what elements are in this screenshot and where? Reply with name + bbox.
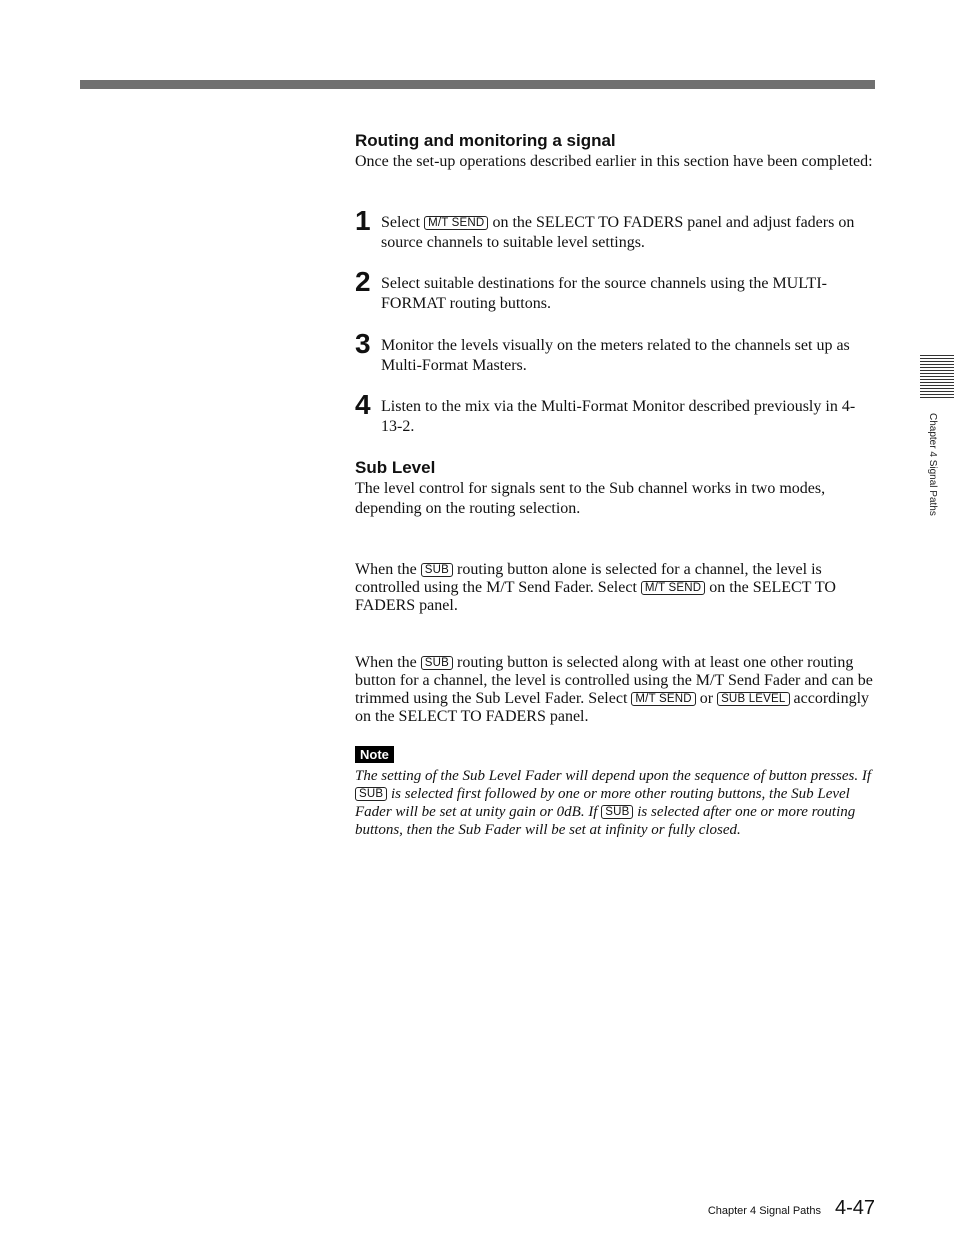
step-1	[355, 205, 875, 253]
page-footer	[708, 1197, 875, 1220]
sub-key: SUB	[421, 656, 453, 670]
section-title-sub-level: Sub Level	[355, 458, 436, 477]
chapter-tab-label: Chapter 4 Signal Paths	[927, 413, 938, 516]
header-rule	[80, 80, 875, 89]
sub-level-key: SUB LEVEL	[717, 692, 789, 706]
step-text: Monitor the levels visually on the meters related to the channels set up as Multi-Format Masters.	[381, 337, 850, 374]
footer-chapter: Chapter 4 Signal Paths	[707, 1205, 821, 1217]
step-number: 4	[355, 389, 371, 420]
step-text: Select M/T SEND on the SELECT TO FADERS panel and adjust faders on source channels to suitable level settings.	[381, 214, 855, 251]
step-number: 3	[355, 328, 371, 359]
mt-send-key: M/T SEND	[631, 692, 695, 706]
note-text: The setting of the Sub Level Fader will depend upon the sequence of button presses. If SUB is selected first followed by one or more other routing buttons, the Sub Level Fader will be set at unity gain or 0dB. If SUB is selected after one or more routing buttons, then the Sub Fader will be set at infinity or fully closed.	[355, 768, 872, 838]
step-number: 2	[355, 266, 371, 297]
note-badge: Note	[355, 746, 394, 763]
step-2	[355, 266, 875, 314]
section-intro-sub-level: The level control for signals sent to the Sub channel works in two modes, depending on the routing selection.	[355, 480, 826, 517]
sub-key: SUB	[355, 787, 387, 801]
section-sub-level	[355, 458, 875, 519]
step-4	[355, 389, 875, 437]
sub-paragraph-1: When the SUB routing button alone is selected for a channel, the level is controlled using the M/T Send Fader. Select M/T SEND on the SELECT TO FADERS panel.	[355, 561, 836, 614]
chapter-tab-marker	[920, 355, 954, 399]
sub-paragraph-2: When the SUB routing button is selected along with at least one other routing button for a channel, the level is controlled using the M/T Send Fader and can be trimmed using the Sub Level Fader. Select M/T SEND or SUB LEVEL accordingly on the SELECT TO FADERS panel.	[355, 654, 873, 725]
section-routing	[355, 131, 875, 172]
sub-key: SUB	[421, 563, 453, 577]
step-3	[355, 328, 875, 376]
section-title-routing: Routing and monitoring a signal	[355, 131, 616, 150]
mt-send-key: M/T SEND	[424, 216, 488, 230]
page-number: 4-47	[834, 1197, 875, 1219]
step-number: 1	[355, 205, 371, 236]
section-intro-routing: Once the set-up operations described earlier in this section have been completed:	[355, 153, 873, 170]
mt-send-key: M/T SEND	[641, 581, 705, 595]
sub-key: SUB	[601, 805, 633, 819]
step-text: Select suitable destinations for the source channels using the MULTI-FORMAT routing buttons.	[381, 275, 827, 312]
step-text: Listen to the mix via the Multi-Format Monitor described previously in 4-13-2.	[381, 398, 856, 435]
